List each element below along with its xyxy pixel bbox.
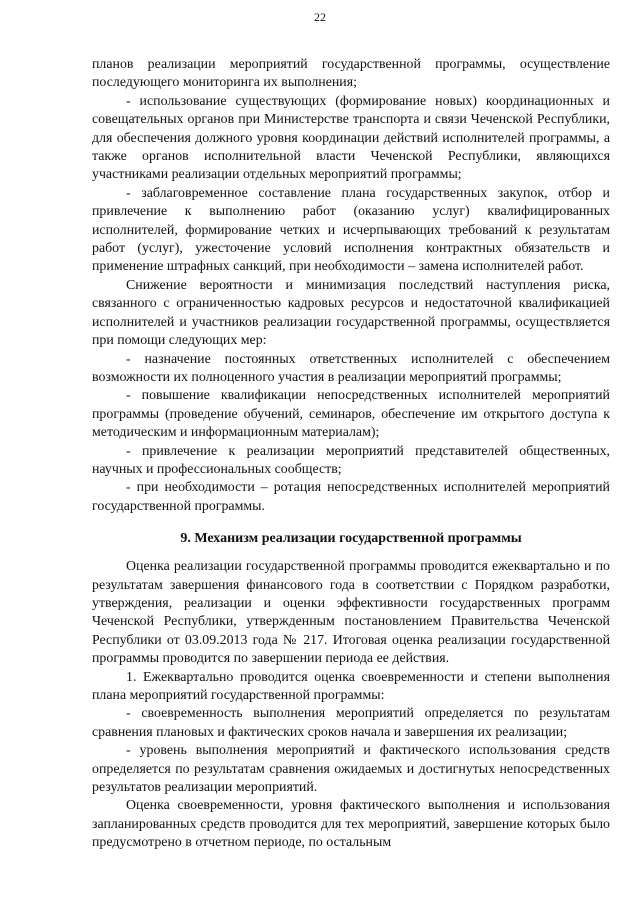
page-number: 22	[314, 10, 326, 24]
paragraph: - при необходимости – ротация непосредственных исполнителей мероприятий государственной программы.	[92, 480, 610, 514]
paragraph: Снижение вероятности и минимизация последствий наступления риска, связанного с ограниченностью кадровых ресурсов и недостаточной квалификацией исполнителей и участников реализации государственной программы, осуществляется при помощи следующих мер:	[92, 277, 610, 349]
document-body	[92, 56, 610, 853]
paragraph: планов реализации мероприятий государственной программы, осуществление последующего мониторинга их выполнения;	[92, 57, 610, 91]
section-heading: 9. Механизм реализации государственной программы	[180, 531, 522, 547]
paragraph: - использование существующих (формирование новых) координационных и совещательных органов при Министерстве транспорта и связи Чеченской Республики, для обеспечения должного уровня координации действий исполнителей программы, а также органов исполнительной власти Чеченской Республики, являющихся участниками реализации отдельных мероприятий программы;	[92, 93, 610, 183]
paragraph: 1. Ежеквартально проводится оценка своевременности и степени выполнения плана мероприятий государственной программы:	[92, 669, 610, 703]
paragraph: - повышение квалификации непосредственных исполнителей мероприятий программы (проведение обучений, семинаров, обеспечение им открытого доступа к методическим и информационным материалам);	[92, 388, 610, 441]
paragraph: - заблаговременное составление плана государственных закупок, отбор и привлечение к выполнению работ (оказанию услуг) квалифицированных исполнителей, формирование четких и исчерпывающих требований к результатам работ (услуг), ужесточение условий исполнения контрактных обязательств и применение штрафных санкций, при необходимости – замена исполнителей работ.	[92, 185, 610, 275]
paragraph: Оценка реализации государственной программы проводится ежеквартально и по результатам завершения финансового года в соответствии с Порядком разработки, утверждения, реализации и оценки эффективности государственных программ Чеченской Республики, утвержденным постановлением Правительства Чеченской Республики от 03.09.2013 года № 217. Итоговая оценка реализации государственной программы проводится по завершении периода ее действия.	[92, 559, 610, 667]
paragraph: - уровень выполнения мероприятий и фактического использования средств определяется по результатам сравнения ожидаемых и достигнутых непосредственных результатов реализации мероприятий.	[92, 743, 610, 796]
paragraph: - своевременность выполнения мероприятий определяется по результатам сравнения плановых и фактических сроков начала и завершения их реализации;	[92, 706, 610, 740]
paragraph: - назначение постоянных ответственных исполнителей с обеспечением возможности их полноценного участия в реализации мероприятий программы;	[92, 351, 610, 385]
paragraph: - привлечение к реализации мероприятий представителей общественных, научных и профессиональных сообществ;	[92, 443, 610, 477]
paragraph: Оценка своевременности, уровня фактического выполнения и использования запланированных средств проводится для тех мероприятий, завершение которых было предусмотрено в отчетном периоде, по остальным	[92, 798, 610, 851]
